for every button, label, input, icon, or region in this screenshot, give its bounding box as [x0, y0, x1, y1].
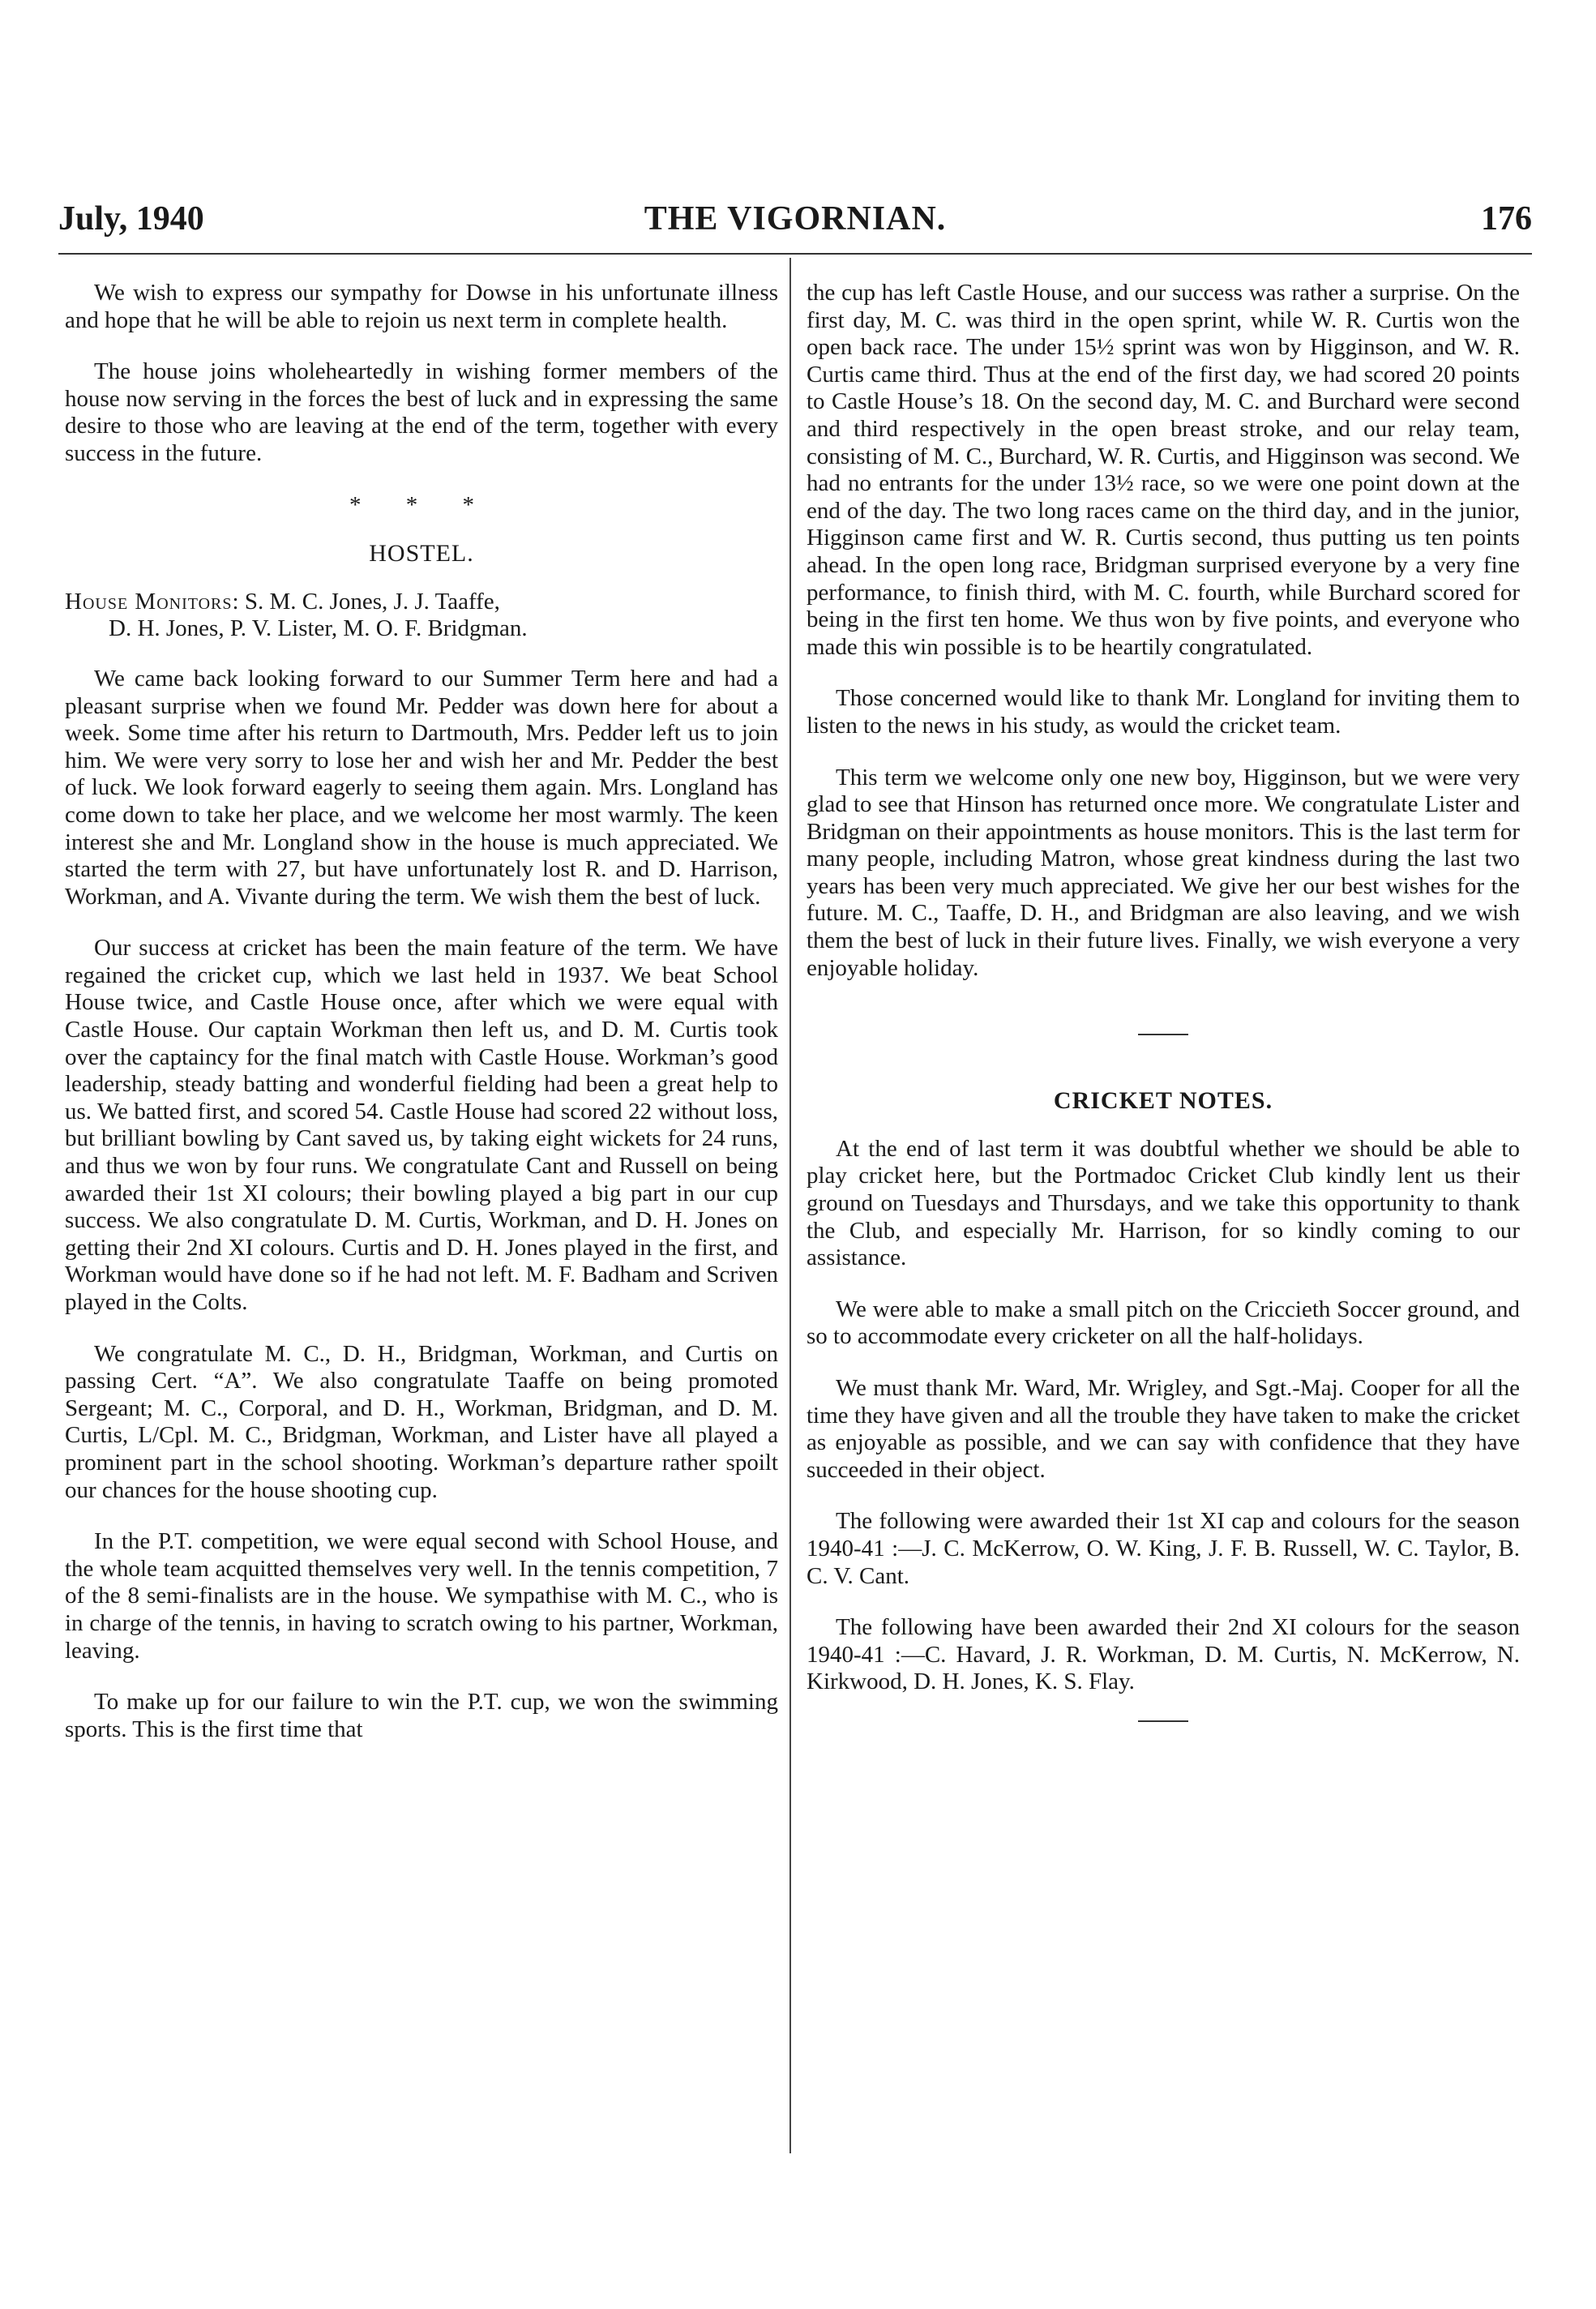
header-date: July, 1940	[58, 200, 204, 238]
paragraph-1st-xi: The following were awarded their 1st XI cap and colours for the season 1940-41 :—J. C. McKerrow, O. W. King, J. F. B. Russell, W. C. Taylor, B. C. V. Cant.	[807, 1508, 1520, 1589]
paragraph-swimming-continued: the cup has left Castle House, and our success was rather a surprise. On the first day, M. C. was third in the open sprint, while W. R. Curtis won the open back race. The under 15½ sprint was won by Higginson, and W. R. Curtis came third. Thus at the end of the first day, we had scored 20 points to Castle House’s 18. On the second day, M. C. and Burchard were second and third respectively in the open breast stroke, and our relay team, consisting of M. C., Burchard, W. R. Curtis, and Higginson was second. We had no entrants for the under 13½ race, so we were one point down at the end of the day. The two long races came on the third day, and in the junior, Higginson came first and W. R. Curtis second, thus putting us ten points ahead. In the open long race, Bridgman surprised everyone by a very fine performance, to finish third, with M. C. fourth, while Burchard scored for being in the first ten home. We thus won by five points, and everyone who made this win possible is to be heartily congratulated.	[807, 280, 1520, 660]
monitors-label: House Monitors	[65, 588, 233, 615]
paragraph-cert-a: We congratulate M. C., D. H., Bridgman, Workman, and Curtis on passing Cert. “A”. We also congratulate Taaffe on being promoted Sergeant; M. C., Corporal, and D. H., Workman, Bridgman, and D. M. Curtis, L/Cpl. M. C., Bridgman, Workman, and Lister have all played a prominent part in the school shooting. Workman’s departure rather spoilt our chances for the house shooting cup.	[65, 1340, 778, 1503]
cricket-notes-heading: CRICKET NOTES.	[1053, 1087, 1273, 1115]
section-separator-stars: * * *	[349, 491, 494, 518]
paragraph-portmadoc: At the end of last term it was doubtful whether we should be able to play cricket here, but the Portmadoc Cricket Club kindly lent us their ground on Tuesdays and Thursdays, and we take this opportunity to thank the Club, and especially Mr. Harrison, for so kindly coming to our assistance.	[807, 1135, 1520, 1271]
page-number: 176	[1481, 200, 1532, 238]
end-rule	[1138, 1720, 1188, 1722]
hostel-heading: HOSTEL.	[369, 540, 474, 568]
paragraph-sympathy: We wish to express our sympathy for Dowse in his unfortunate illness and hope that he will be able to rejoin us next term in complete health.	[65, 280, 778, 333]
section-rule	[1138, 1034, 1188, 1035]
monitors-colon: :	[232, 588, 245, 615]
paragraph-cricket-success: Our success at cricket has been the main feature of the term. We have regained the cricket cup, which we last held in 1937. We beat School House twice, and Castle House once, after which we were equal with Castle House. Our captain Workman then left us, and D. M. Curtis took over the captaincy for the final match with Castle House. Workman’s good leadership, steady batting and wonderful fielding had been a great help to us. We batted first, and scored 54. Castle House had scored 22 without loss, but brilliant bowling by Cant saved us, by taking eight wickets for 24 runs, and thus we won by four runs. We congratulate Cant and Russell on being awarded their 1st XI colours; their bowling played a big part in our cup success. We also congratulate D. M. Curtis, Workman, and D. H. Jones on getting their 2nd XI colours. Curtis and D. H. Jones played in the first, and Workman would have done so if he had not left. M. F. Badham and Scriven played in the Colts.	[65, 935, 778, 1315]
paragraph-thank-ward: We must thank Mr. Ward, Mr. Wrigley, and Sgt.-Maj. Cooper for all the time they have given and all the trouble they have taken to make the cricket as enjoyable as possible, and we can say with confidence that they have succeeded in their object.	[807, 1375, 1520, 1483]
house-monitors	[65, 589, 778, 643]
paragraph-pt-competition: In the P.T. competition, we were equal second with School House, and the whole team acquitted themselves very well. In the tennis competition, 7 of the 8 semi-finalists are in the house. We sympathise with M. C., who is in charge of the tennis, in having to scratch owing to his partner, Workman, leaving.	[65, 1528, 778, 1664]
publication-title: THE VIGORNIAN.	[644, 200, 947, 238]
paragraph-new-boy: This term we welcome only one new boy, Higginson, but we were very glad to see that Hinson has returned once more. We congratulate Lister and Bridgman on their appointments as house monitors. This is the last term for many people, including Matron, whose great kindness during the last two years has been very much appreciated. We give her our best wishes for the future. M. C., Taaffe, D. H., and Bridgman are also leaving, and we wish them the best of luck in their future lives. Finally, we wish everyone a very enjoyable holiday.	[807, 764, 1520, 981]
page-header	[58, 199, 1532, 248]
column-divider	[789, 258, 791, 2153]
paragraph-swimming-start: To make up for our failure to win the P.T. cup, we won the swimming sports. This is the first time that	[65, 1689, 778, 1742]
paragraph-house-wishes: The house joins wholeheartedly in wishing former members of the house now serving in the forces the best of luck and in expressing the same desire to those who are leaving at the end of the term, together with every success in the future.	[65, 358, 778, 466]
paragraph-thanks-longland: Those concerned would like to thank Mr. Longland for inviting them to listen to the news in his study, as would the cricket team.	[807, 685, 1520, 739]
monitors-line-2: D. H. Jones, P. V. Lister, M. O. F. Bridgman.	[109, 615, 528, 642]
left-column	[65, 280, 778, 1767]
paragraph-summer-term: We came back looking forward to our Summer Term here and had a pleasant surprise when we found Mr. Pedder was down here for about a week. Some time after his return to Dartmouth, Mrs. Pedder left us to join him. We were very sorry to lose her and wish her and Mr. Pedder the best of luck. We look forward eagerly to seeing them again. Mrs. Longland has come down to take her place, and we welcome her most warmly. The keen interest she and Mr. Longland show in the house is much appreciated. We started the term with 27, but have unfortunately lost R. and D. Harrison, Workman, and A. Vivante during the term. We wish them the best of luck.	[65, 665, 778, 910]
paragraph-criccieth: We were able to make a small pitch on the Criccieth Soccer ground, and so to accommodate every cricketer on all the half-holidays.	[807, 1296, 1520, 1350]
paragraph-2nd-xi: The following have been awarded their 2nd XI colours for the season 1940-41 :—C. Havard, J. R. Workman, D. M. Curtis, N. McKerrow, N. Kirkwood, D. H. Jones, K. S. Flay.	[807, 1614, 1520, 1695]
header-rule	[58, 253, 1532, 255]
monitors-line-1: S. M. C. Jones, J. J. Taaffe,	[244, 588, 500, 615]
right-column	[807, 280, 1520, 1722]
